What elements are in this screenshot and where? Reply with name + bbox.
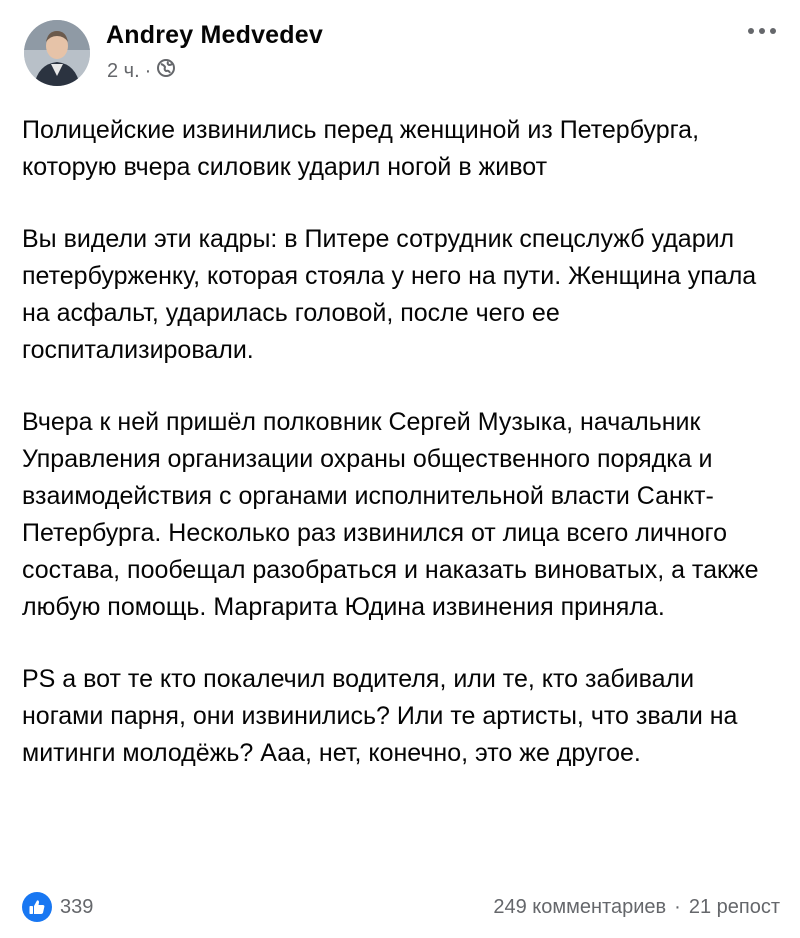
more-dot [748, 28, 754, 34]
comments-count[interactable]: 249 комментариев [493, 895, 667, 918]
post-paragraph: PS а вот те кто покалечил водителя, или те, кто забивали ногами парня, они извинились? Или те артисты, что звали на митинги молодёжь? Ааа, нет, конечно, это же другое. [22, 665, 738, 767]
post-time[interactable]: 2 ч. [107, 59, 140, 82]
likes-count: 339 [60, 895, 94, 918]
post-paragraph: Вчера к ней пришёл полковник Сергей Музыка, начальник Управления организации охраны общественного порядка и взаимодействия с органами исполнительной власти Санкт-Петербурга. Несколько раз извинился от лица всего личного состава, пообещал разобраться и наказать виноватых, а также любую помощь. Маргарита Юдина извинения приняла. [22, 408, 759, 621]
stats-separator: · [674, 895, 681, 918]
post-paragraph: Вы видели эти кадры: в Питере сотрудник спецслужб ударил петербурженку, которая стояла у него на пути. Женщина упала на асфальт, ударилась головой, после чего ее госпитализировали. [22, 225, 757, 364]
like-icon [22, 892, 52, 922]
post-meta [107, 58, 176, 84]
post-header [24, 20, 784, 90]
shares-count[interactable]: 21 репост [688, 895, 780, 918]
more-options-icon[interactable] [748, 28, 776, 34]
reactions[interactable] [22, 892, 93, 922]
avatar[interactable] [24, 20, 90, 86]
author-name[interactable]: Andrey Medvedev [106, 21, 323, 49]
post-paragraph: Полицейские извинились перед женщиной из Петербурга, которую вчера силовик ударил ногой в живот [22, 116, 700, 181]
more-dot [770, 28, 776, 34]
meta-separator: · [144, 59, 152, 82]
more-dot [759, 28, 765, 34]
globe-icon [156, 58, 176, 84]
post-stats [493, 896, 780, 919]
post-body [22, 112, 782, 772]
post-footer [22, 890, 780, 924]
